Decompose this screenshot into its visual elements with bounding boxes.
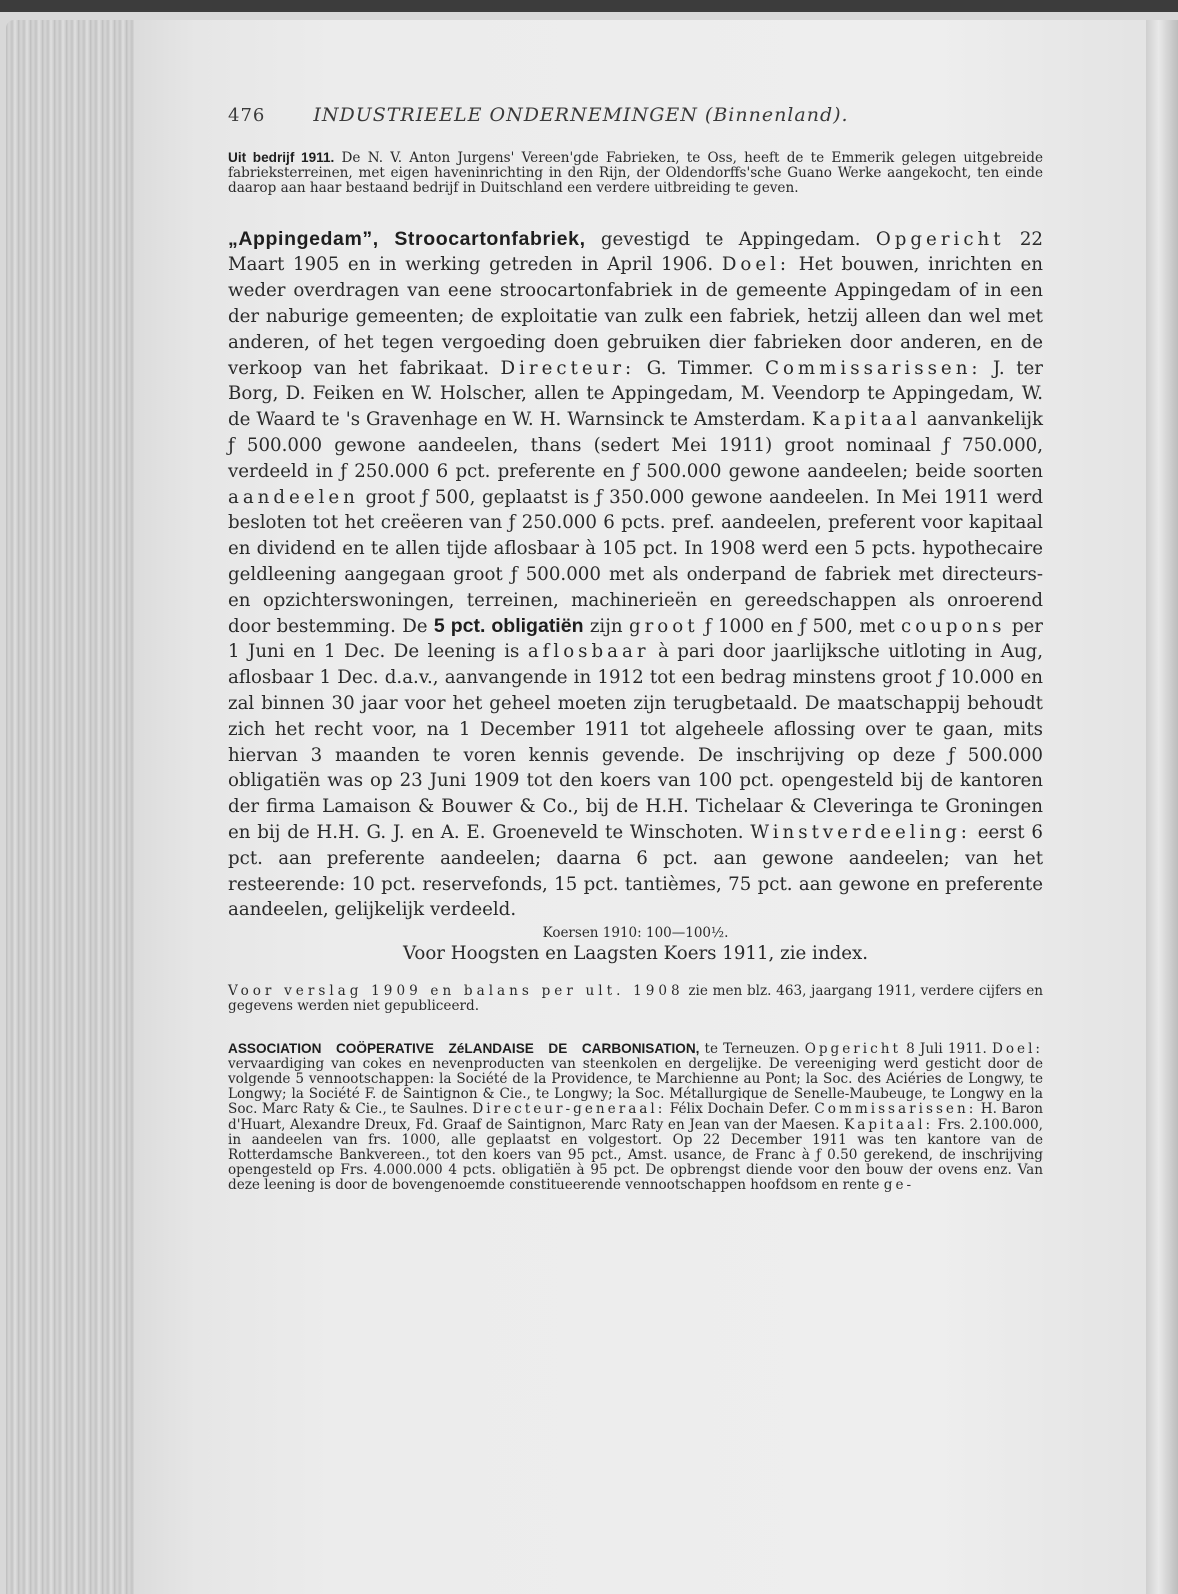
book-gutter	[1146, 20, 1178, 1594]
entry-text: H. Baron d'Huart, Alexandre Dreux, Fd. Graaf de Saintignon, Marc Raty en Jean van der Maesen.	[228, 1101, 1043, 1133]
directeur-generaal-label: Directeur-generaal:	[472, 1101, 666, 1118]
opgericht-label: Opgericht	[875, 228, 1005, 250]
appingedam-heading: „Appingedam”, Stroocartonfabriek,	[228, 227, 586, 250]
uit-bedrijf-label: Uit bedrijf 1911.	[228, 150, 335, 165]
entry-text: groot ƒ 500, geplaatst is ƒ 350.000 gewone aandeelen. In Mei 1911 werd besloten tot het creëeren van ƒ 250.000 6 pcts. pref. aandeelen, preferent voor kapitaal en dividend en te allen tijde aflosbaar à 105 pct. In 1908 werd een 5 pcts. hypothecaire geldleening aangegaan groot ƒ 500.000 met als onderpand de fabriek met directeurs- en opzichterswoningen, terreinen, machinerieën en gereedschappen als onroerend door bestemming. De	[228, 486, 1043, 637]
entry-text: 8 Juli 1911.	[900, 1040, 992, 1057]
coupons-label: coupons	[901, 615, 1006, 637]
running-title: INDUSTRIEELE ONDERNEMINGEN (Binnenland).	[313, 104, 849, 126]
running-header	[228, 104, 1043, 126]
uit-bedrijf-text: De N. V. Anton Jurgens' Vereen'gde Fabrieken, te Oss, heeft de te Emmerik gelegen uitgebreide fabrieksterreinen, met eigen haveninrichting in den Rijn, der Oldendorffs'sche Guano Werke aangekocht, ten einde daarop aan haar bestaand bedrijf in Duitschland een verdere uitbreiding te geven.	[228, 150, 1043, 197]
page-number: 476	[228, 105, 266, 126]
entry-text: gevestigd te Appingedam.	[585, 228, 876, 250]
groot-label: groot	[628, 615, 699, 637]
commissarissen-label: Commissarissen:	[765, 357, 982, 379]
kapitaal-label: Kapitaal	[811, 409, 921, 431]
doel-label: Doel:	[991, 1040, 1043, 1057]
entry-text: eerst 6 pct. aan preferente aandeelen; daarna 6 pct. aan gewone aandeelen; van het resteerende: 10 pct. reservefonds, 15 pct. tantièmes, 75 pct. aan gewone en preferente aandeelen, gelijkelijk verdeeld.	[228, 821, 1043, 921]
entry-text: G. Timmer.	[635, 357, 766, 379]
doel-label: Doel:	[721, 254, 791, 276]
entry-text: à pari door jaarlijksche uitloting in Aug, aflosbaar 1 Dec. d.a.v., aanvangende in 1912 tot een bedrag minstens groot ƒ 10.000 en zal binnen 30 jaar voor het geheel moeten zijn terugbetaald. De maatschappij behoudt zich het recht voor, na 1 December 1911 tot algeheele aflossing over te gaan, mits hiervan 3 maanden te voren kennis gevende. De inschrijving op deze ƒ 500.000 obligatiën was op 23 Juni 1909 tot den koers van 100 pct. opengesteld bij de kantoren der firma Lamaison & Bouwer & Co., bij de H.H. Tichelaar & Cleveringa te Groningen en bij de H.H. G. J. en A. E. Groeneveld te Winschoten.	[228, 641, 1043, 843]
koersen-line: Koersen 1910: 100—100½.	[542, 925, 729, 942]
winstverdeeling-label: Winstverdeeling:	[750, 821, 971, 843]
appingedam-entry	[228, 227, 1043, 924]
entry-text: 22 Maart 1905 en in werking getreden in April 1906.	[228, 228, 1043, 276]
directeur-label: Directeur:	[500, 357, 636, 379]
entry-text: Frs. 2.100.000, in aandeelen van frs. 1000, alle geplaatst en volgestort. Op 22 December 1911 was ten kantore van de Rotterdamsche Bankvereen., tot den koers van 95 pct., Amst. usance, de Franc à ƒ 0.50 gerekend, de inschrijving opengesteld op Frs. 4.000.000 4 pcts. obligatiën à 95 pct. De opbrengst diende voor den bouw der ovens enz. Van deze leening is door de bovengenoemde constitueerende vennootschappen hoofdsom en rente	[228, 1116, 1043, 1194]
kapitaal-label: Kapitaal:	[844, 1116, 934, 1133]
entry-text: zijn	[583, 615, 629, 637]
entry-text: ƒ 1000 en ƒ 500, met	[698, 615, 902, 637]
entry-text: vervaardiging van cokes en nevenproducten van steenkolen en dergelijke. De vereeniging werd gesticht door de volgende 5 vennootschappen: la Société de la Providence, te Marchienne au Pont; la Soc. des Aciéries de Longwy, te Longwy; la Société F. de Saintignon & Cie., te Longwy; la Soc. Métallurgique de Senelle-Maubeuge, te Longwy en la Soc. Marc Raty & Cie., te Saulnes.	[228, 1055, 1043, 1118]
obligatien-label: 5 pct. obligatiën	[433, 614, 584, 637]
commissarissen-label: Commissarissen:	[814, 1101, 977, 1118]
entry-text: Het bouwen, inrichten en weder overdragen van eene stroocartonfabriek in de gemeente Appingedam of in een der naburige gemeenten; de exploitatie van zulk een fabriek, hetzij alleen dan wel met anderen, of het tegen vergoeding doen gebruiken dier fabrieken door anderen, en de verkoop van het fabrikaat.	[228, 254, 1043, 379]
hoogsten-laagsten-line: Voor Hoogsten en Laagsten Koers 1911, zie index.	[402, 943, 869, 965]
page-edges-stack	[6, 20, 136, 1594]
entry-text: te Terneuzen.	[699, 1040, 805, 1057]
ge-label: ge-	[883, 1177, 915, 1194]
uit-bedrijf-paragraph	[228, 150, 1043, 197]
association-entry	[228, 1041, 1043, 1194]
page-content	[228, 104, 1043, 1194]
aandeelen-label: aandeelen	[228, 486, 359, 508]
opgericht-label: Opgericht	[804, 1040, 901, 1057]
entry-text: per 1 Juni en 1 Dec. De leening is	[228, 615, 1043, 663]
entry-text: Félix Dochain Defer.	[665, 1101, 815, 1118]
verslag-text: zie men blz. 463, jaargang 1911, verdere cijfers en gegevens werden niet gepubliceerd.	[228, 983, 1043, 1015]
aflosbaar-label: aflosbaar	[527, 641, 650, 663]
verslag-note	[228, 984, 1043, 1014]
verslag-label: Voor verslag 1909 en balans per ult. 1908	[228, 983, 684, 1000]
entry-text: aanvankelijk ƒ 500.000 gewone aandeelen, thans (sedert Mei 1911) groot nominaal ƒ 750.000, verdeeld in ƒ 250.000 6 pct. preferente en ƒ 500.000 gewone aandeelen; beide soorten	[228, 409, 1044, 482]
association-heading: ASSOCIATION COÖPERATIVE ZéLANDAISE DE CARBONISATION,	[228, 1040, 700, 1056]
entry-text: J. ter Borg, D. Feiken en W. Holscher, allen te Appingedam, M. Veendorp te Appingedam, W. de Waard te 's Gravenhage en W. H. Warnsinck te Amsterdam.	[228, 357, 1043, 431]
